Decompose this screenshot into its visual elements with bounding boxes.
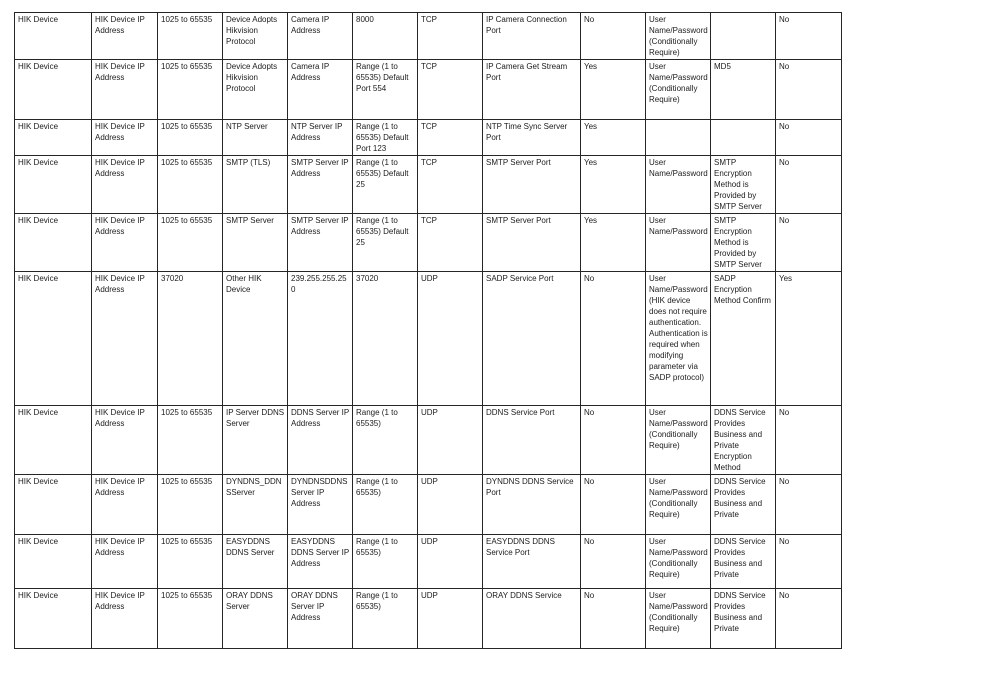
table-cell: DDNS Service Port — [483, 406, 581, 475]
table-cell: EASYDDNS DDNS Server — [223, 535, 288, 589]
table-cell: UDP — [418, 589, 483, 649]
table-cell: No — [581, 589, 646, 649]
table-cell: HIK Device IP Address — [92, 535, 158, 589]
table-cell: HIK Device — [15, 13, 92, 60]
table-cell: NTP Time Sync Server Port — [483, 120, 581, 156]
table-cell: No — [776, 589, 842, 649]
table-cell: No — [776, 475, 842, 535]
table-cell: No — [776, 214, 842, 272]
table-cell: No — [776, 60, 842, 120]
table-cell: UDP — [418, 272, 483, 406]
table-row — [15, 13, 842, 60]
table-cell: SMTP Server Port — [483, 156, 581, 214]
table-cell: No — [581, 475, 646, 535]
table-cell: Range (1 to 65535) — [353, 535, 418, 589]
table-cell: Range (1 to 65535) Default 25 — [353, 156, 418, 214]
table-cell: Yes — [581, 60, 646, 120]
table-cell: 239.255.255.250 — [288, 272, 353, 406]
table-cell: 1025 to 65535 — [158, 13, 223, 60]
table-cell: HIK Device IP Address — [92, 272, 158, 406]
table-cell: DYNDNS DDNS Service Port — [483, 475, 581, 535]
table-cell: Range (1 to 65535) — [353, 475, 418, 535]
table-cell: No — [581, 13, 646, 60]
ports-table-body — [15, 13, 842, 649]
table-cell: 1025 to 65535 — [158, 156, 223, 214]
table-cell: EASYDDNS DDNS Service Port — [483, 535, 581, 589]
table-cell: SMTP Encryption Method is Provided by SMTP Server — [711, 214, 776, 272]
table-cell: User Name/Password (Conditionally Require) — [646, 475, 711, 535]
table-cell: No — [581, 535, 646, 589]
table-cell: Range (1 to 65535) — [353, 589, 418, 649]
table-cell: Yes — [581, 214, 646, 272]
table-cell: DDNS Service Provides Business and Private — [711, 475, 776, 535]
table-cell: HIK Device IP Address — [92, 120, 158, 156]
table-cell: 1025 to 65535 — [158, 589, 223, 649]
table-cell: TCP — [418, 13, 483, 60]
table-cell: HIK Device — [15, 475, 92, 535]
table-cell: SMTP Encryption Method is Provided by SMTP Server — [711, 156, 776, 214]
table-cell: HIK Device IP Address — [92, 214, 158, 272]
table-cell — [711, 13, 776, 60]
table-cell: Range (1 to 65535) Default 25 — [353, 214, 418, 272]
table-cell — [646, 120, 711, 156]
table-cell: No — [581, 272, 646, 406]
table-cell: EASYDDNS DDNS Server IP Address — [288, 535, 353, 589]
table-row — [15, 589, 842, 649]
table-cell: IP Camera Connection Port — [483, 13, 581, 60]
table-cell: IP Camera Get Stream Port — [483, 60, 581, 120]
table-cell: 1025 to 65535 — [158, 535, 223, 589]
table-cell: NTP Server — [223, 120, 288, 156]
table-cell: User Name/Password (Conditionally Require) — [646, 13, 711, 60]
table-cell — [711, 120, 776, 156]
table-row — [15, 60, 842, 120]
table-cell: HIK Device — [15, 214, 92, 272]
ports-table — [14, 12, 842, 649]
table-cell: HIK Device — [15, 535, 92, 589]
table-cell: SMTP Server IP Address — [288, 214, 353, 272]
table-cell: 1025 to 65535 — [158, 120, 223, 156]
table-cell: Range (1 to 65535) — [353, 406, 418, 475]
table-cell: Camera IP Address — [288, 60, 353, 120]
table-cell: DDNS Service Provides Business and Private — [711, 589, 776, 649]
table-cell: User Name/Password (HIK device does not require authentication. Authentication is required when modifying parameter via SADP protocol) — [646, 272, 711, 406]
table-cell: Yes — [776, 272, 842, 406]
table-cell: SADP Encryption Method Confirm — [711, 272, 776, 406]
table-cell: MD5 — [711, 60, 776, 120]
table-cell: SMTP Server IP Address — [288, 156, 353, 214]
table-cell: IP Server DDNS Server — [223, 406, 288, 475]
table-row — [15, 475, 842, 535]
table-row — [15, 214, 842, 272]
table-cell: Range (1 to 65535) Default Port 554 — [353, 60, 418, 120]
table-cell: HIK Device IP Address — [92, 406, 158, 475]
table-cell: ORAY DDNS Server — [223, 589, 288, 649]
table-cell: No — [776, 535, 842, 589]
table-cell: HIK Device IP Address — [92, 156, 158, 214]
table-cell: DYNDNS_DDNSServer — [223, 475, 288, 535]
table-cell: HIK Device — [15, 589, 92, 649]
table-row — [15, 156, 842, 214]
table-row — [15, 406, 842, 475]
table-cell: 8000 — [353, 13, 418, 60]
table-cell: Other HIK Device — [223, 272, 288, 406]
table-cell: ORAY DDNS Server IP Address — [288, 589, 353, 649]
table-cell: User Name/Password (Conditionally Require) — [646, 535, 711, 589]
table-cell: HIK Device — [15, 120, 92, 156]
table-row — [15, 120, 842, 156]
table-cell: 1025 to 65535 — [158, 406, 223, 475]
table-cell: UDP — [418, 535, 483, 589]
table-cell: HIK Device IP Address — [92, 475, 158, 535]
table-cell: SMTP (TLS) — [223, 156, 288, 214]
table-cell: Device Adopts Hikvision Protocol — [223, 60, 288, 120]
table-cell: TCP — [418, 214, 483, 272]
table-cell: ORAY DDNS Service — [483, 589, 581, 649]
table-cell: TCP — [418, 60, 483, 120]
table-cell: No — [776, 120, 842, 156]
table-cell: No — [581, 406, 646, 475]
table-cell: Range (1 to 65535) Default Port 123 — [353, 120, 418, 156]
table-cell: Device Adopts Hikvision Protocol — [223, 13, 288, 60]
table-cell: No — [776, 406, 842, 475]
table-cell: SMTP Server — [223, 214, 288, 272]
table-cell: DDNS Service Provides Business and Private Encryption Method — [711, 406, 776, 475]
table-cell: User Name/Password — [646, 156, 711, 214]
table-cell: User Name/Password (Conditionally Require) — [646, 60, 711, 120]
table-row — [15, 535, 842, 589]
table-cell: HIK Device IP Address — [92, 60, 158, 120]
table-cell: DDNS Server IP Address — [288, 406, 353, 475]
table-cell: HIK Device — [15, 272, 92, 406]
table-cell: Yes — [581, 156, 646, 214]
table-cell: HIK Device — [15, 406, 92, 475]
table-cell: SADP Service Port — [483, 272, 581, 406]
table-cell: TCP — [418, 156, 483, 214]
table-cell: 1025 to 65535 — [158, 214, 223, 272]
table-cell: 1025 to 65535 — [158, 60, 223, 120]
table-cell: User Name/Password (Conditionally Require) — [646, 589, 711, 649]
table-cell: HIK Device IP Address — [92, 589, 158, 649]
table-cell: UDP — [418, 406, 483, 475]
table-cell: HIK Device — [15, 156, 92, 214]
table-cell: User Name/Password — [646, 214, 711, 272]
table-cell: NTP Server IP Address — [288, 120, 353, 156]
table-cell: No — [776, 156, 842, 214]
table-cell: UDP — [418, 475, 483, 535]
table-cell: 37020 — [353, 272, 418, 406]
table-cell: DYNDNSDDNS Server IP Address — [288, 475, 353, 535]
table-cell: Yes — [581, 120, 646, 156]
table-cell: 37020 — [158, 272, 223, 406]
table-cell: DDNS Service Provides Business and Private — [711, 535, 776, 589]
table-cell: No — [776, 13, 842, 60]
table-cell: User Name/Password (Conditionally Require) — [646, 406, 711, 475]
table-cell: TCP — [418, 120, 483, 156]
table-cell: HIK Device — [15, 60, 92, 120]
table-cell: HIK Device IP Address — [92, 13, 158, 60]
table-cell: Camera IP Address — [288, 13, 353, 60]
table-cell: 1025 to 65535 — [158, 475, 223, 535]
table-cell: SMTP Server Port — [483, 214, 581, 272]
table-row — [15, 272, 842, 406]
